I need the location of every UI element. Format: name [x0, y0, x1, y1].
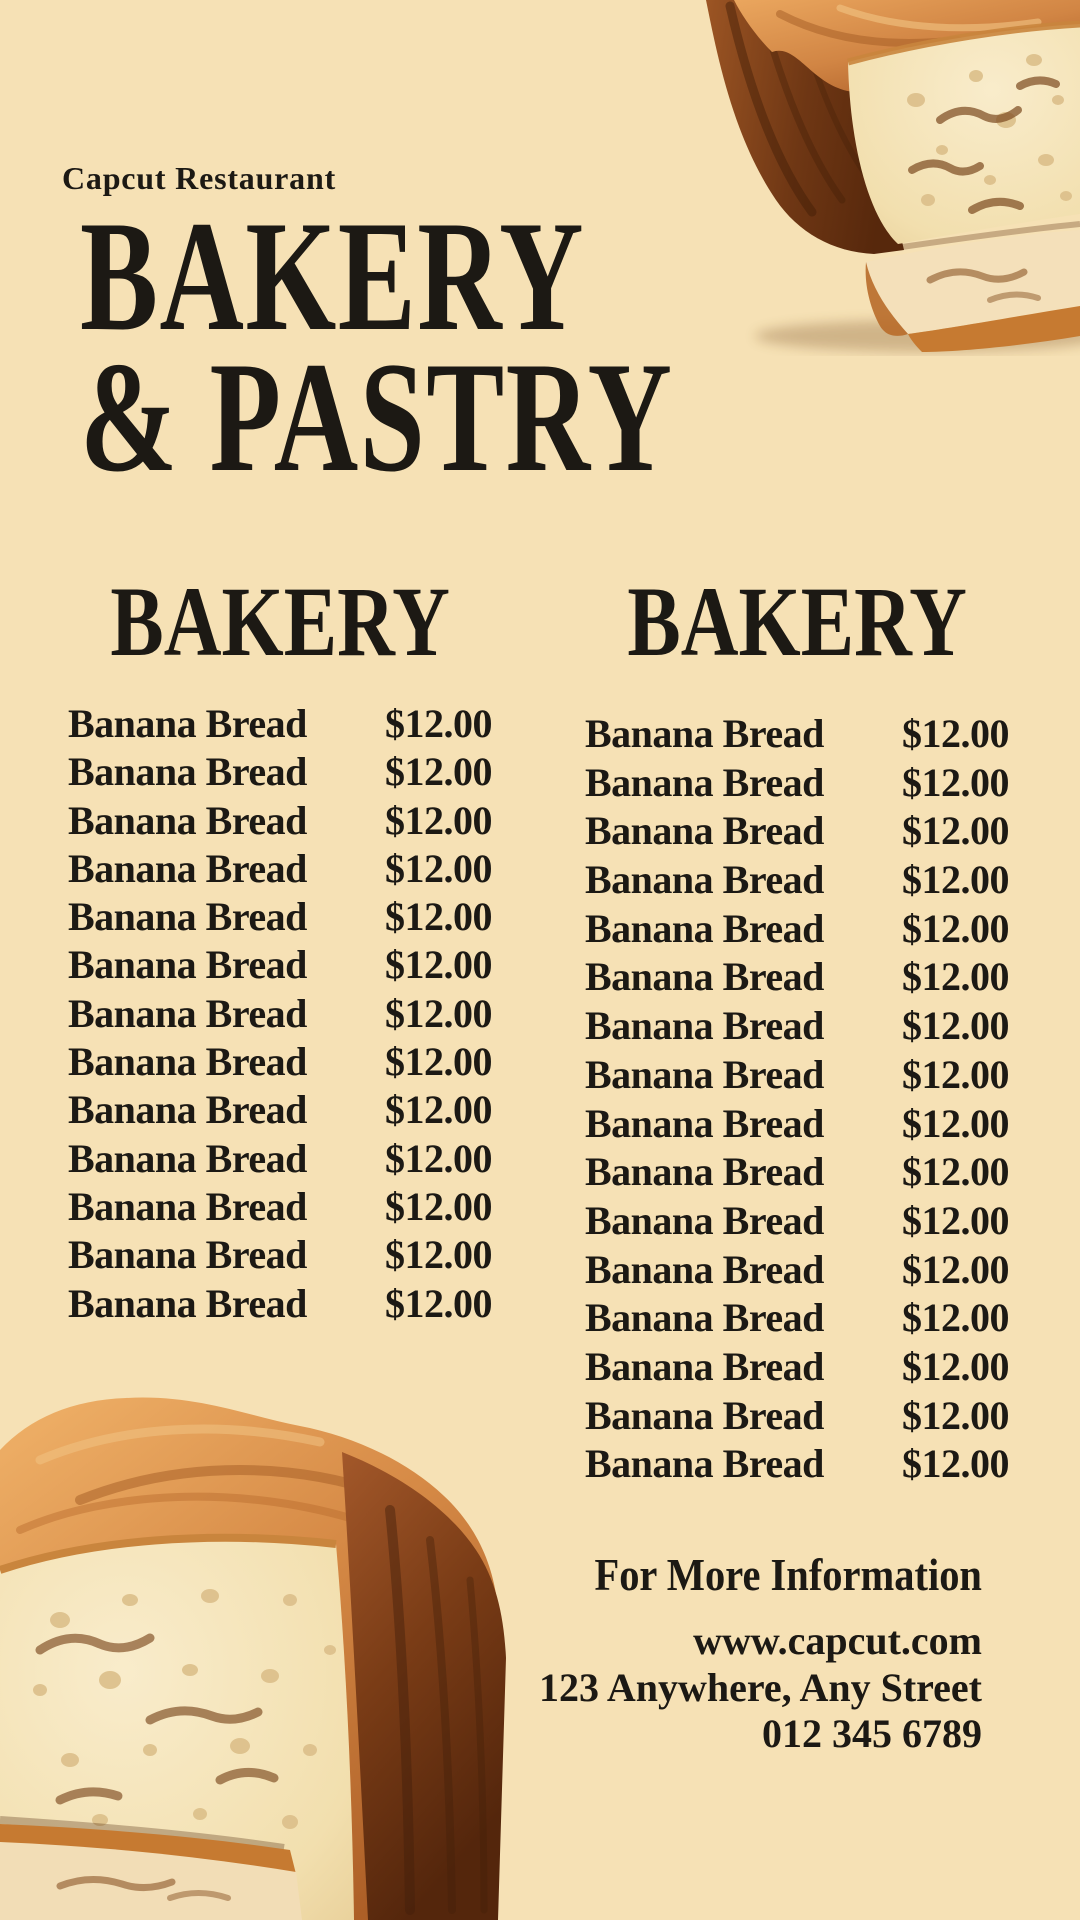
- menu-item-row: [585, 710, 1009, 759]
- menu-item-row: [68, 990, 492, 1038]
- item-name: Banana Bread: [68, 797, 307, 843]
- item-price: $12.00: [385, 701, 492, 746]
- banana-bread-image-bottom-left: [0, 1390, 515, 1920]
- item-price: $12.00: [902, 1197, 1009, 1243]
- item-name: Banana Bread: [68, 1039, 307, 1085]
- menu-column-left: [68, 566, 492, 1326]
- item-price: $12.00: [902, 1246, 1009, 1292]
- menu-item-row: [585, 1002, 1009, 1051]
- item-price: $12.00: [385, 1232, 492, 1278]
- item-price: $12.00: [902, 1100, 1009, 1146]
- restaurant-name: Capcut Restaurant: [62, 160, 337, 196]
- page-title-line2: & PASTRY: [80, 330, 674, 505]
- menu-list-right: [585, 710, 1009, 1489]
- banana-bread-illustration: [0, 1390, 515, 1920]
- banana-bread-image-top-right: [690, 0, 1080, 356]
- menu-item-row: [585, 807, 1009, 856]
- contact-phone: 012 345 6789: [762, 1711, 982, 1756]
- menu-item-row: [68, 1135, 492, 1183]
- menu-item-row: [68, 845, 492, 893]
- menu-item-row: [68, 941, 492, 989]
- item-price: $12.00: [385, 1183, 492, 1229]
- item-price: $12.00: [902, 808, 1009, 854]
- item-name: Banana Bread: [585, 1343, 824, 1389]
- item-name: Banana Bread: [585, 1051, 824, 1097]
- item-name: Banana Bread: [585, 1295, 824, 1341]
- item-price: $12.00: [902, 711, 1009, 756]
- item-name: Banana Bread: [68, 894, 307, 940]
- menu-item-row: [585, 953, 1009, 1002]
- item-price: $12.00: [902, 1343, 1009, 1389]
- menu-item-row: [585, 905, 1009, 954]
- item-name: Banana Bread: [68, 749, 307, 795]
- item-name: Banana Bread: [68, 1183, 307, 1229]
- menu-item-row: [585, 856, 1009, 905]
- item-price: $12.00: [902, 1392, 1009, 1438]
- menu-item-row: [68, 748, 492, 796]
- banana-bread-illustration: [690, 0, 1080, 356]
- menu-item-row: [585, 1392, 1009, 1441]
- contact-block: [539, 1546, 982, 1758]
- item-name: Banana Bread: [68, 1087, 307, 1133]
- item-price: $12.00: [902, 1149, 1009, 1195]
- item-name: Banana Bread: [585, 808, 824, 854]
- item-price: $12.00: [902, 954, 1009, 1000]
- item-name: Banana Bread: [585, 857, 824, 903]
- item-name: Banana Bread: [585, 905, 824, 951]
- menu-item-row: [585, 1246, 1009, 1295]
- menu-item-row: [68, 1086, 492, 1134]
- menu-column-right-heading: BAKERY: [627, 566, 967, 677]
- item-name: Banana Bread: [68, 1280, 307, 1326]
- menu-item-row: [585, 759, 1009, 808]
- item-price: $12.00: [385, 1087, 492, 1133]
- item-name: Banana Bread: [68, 845, 307, 891]
- item-name: Banana Bread: [68, 1135, 307, 1181]
- item-name: Banana Bread: [585, 1392, 824, 1438]
- item-name: Banana Bread: [68, 990, 307, 1036]
- item-price: $12.00: [902, 1295, 1009, 1341]
- menu-item-row: [68, 1231, 492, 1279]
- menu-item-row: [68, 1183, 492, 1231]
- menu-item-row: [68, 700, 492, 748]
- menu-list-left: [68, 700, 492, 1328]
- item-price: $12.00: [902, 857, 1009, 903]
- item-name: Banana Bread: [585, 954, 824, 1000]
- item-name: Banana Bread: [585, 1100, 824, 1146]
- page-title: [80, 189, 674, 505]
- menu-item-row: [585, 1343, 1009, 1392]
- item-price: $12.00: [902, 905, 1009, 951]
- item-price: $12.00: [902, 759, 1009, 805]
- item-price: $12.00: [902, 1441, 1009, 1487]
- item-name: Banana Bread: [68, 1232, 307, 1278]
- menu-column-left-heading: BAKERY: [110, 566, 450, 677]
- item-name: Banana Bread: [585, 1149, 824, 1195]
- contact-address: 123 Anywhere, Any Street: [539, 1664, 982, 1710]
- menu-item-row: [68, 1038, 492, 1086]
- item-price: $12.00: [385, 1135, 492, 1181]
- item-name: Banana Bread: [68, 701, 307, 746]
- menu-item-row: [68, 893, 492, 941]
- menu-item-row: [585, 1197, 1009, 1246]
- item-name: Banana Bread: [585, 1197, 824, 1243]
- item-price: $12.00: [385, 990, 492, 1036]
- menu-item-row: [68, 1280, 492, 1328]
- menu-item-row: [68, 797, 492, 845]
- menu-item-row: [585, 1294, 1009, 1343]
- item-price: $12.00: [902, 1051, 1009, 1097]
- item-name: Banana Bread: [585, 1003, 824, 1049]
- item-price: $12.00: [902, 1003, 1009, 1049]
- menu-item-row: [585, 1148, 1009, 1197]
- item-price: $12.00: [385, 1039, 492, 1085]
- item-name: Banana Bread: [585, 1246, 824, 1292]
- contact-heading: For More Information: [594, 1549, 982, 1600]
- contact-website: www.capcut.com: [693, 1618, 982, 1663]
- item-name: Banana Bread: [585, 759, 824, 805]
- item-price: $12.00: [385, 845, 492, 891]
- item-name: Banana Bread: [68, 942, 307, 988]
- menu-item-row: [585, 1440, 1009, 1489]
- item-price: $12.00: [385, 942, 492, 988]
- item-name: Banana Bread: [585, 1441, 824, 1487]
- item-name: Banana Bread: [585, 711, 824, 756]
- item-price: $12.00: [385, 894, 492, 940]
- menu-item-row: [585, 1100, 1009, 1149]
- item-price: $12.00: [385, 749, 492, 795]
- item-price: $12.00: [385, 1280, 492, 1326]
- page-title-line1: BAKERY: [80, 189, 585, 364]
- item-price: $12.00: [385, 797, 492, 843]
- menu-column-right: [585, 566, 1009, 1487]
- menu-item-row: [585, 1051, 1009, 1100]
